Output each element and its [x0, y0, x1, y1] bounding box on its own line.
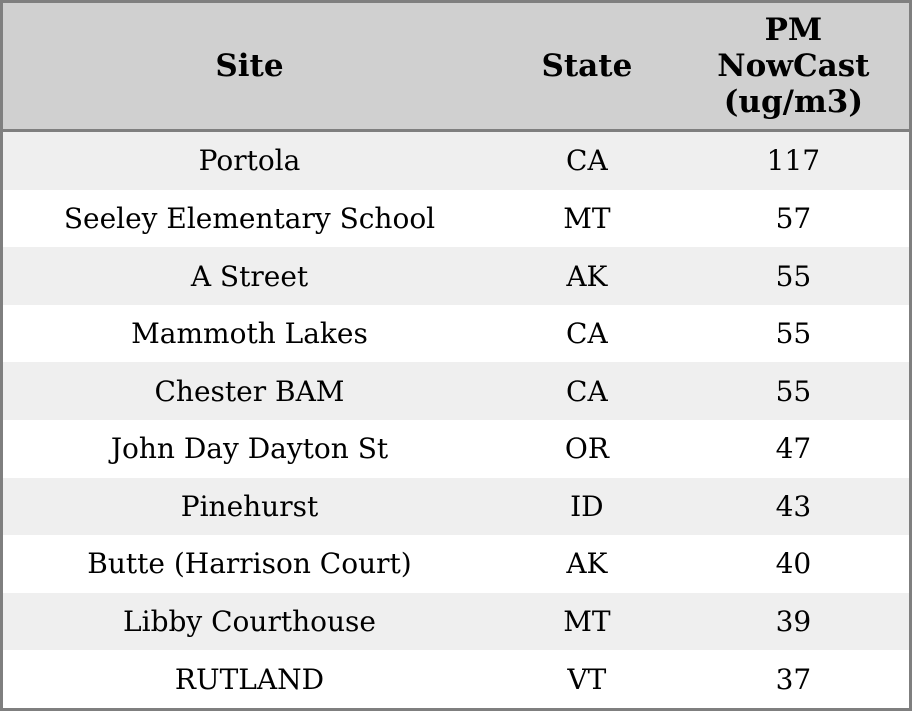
column-header-site-label: Site [215, 47, 284, 84]
pm-nowcast-cell: 37 [775, 662, 812, 696]
table-row [2, 535, 911, 593]
site-cell: A Street [190, 259, 309, 293]
site-cell: RUTLAND [174, 662, 325, 696]
pm-nowcast-cell: 57 [775, 201, 812, 235]
state-cell: MT [563, 201, 611, 235]
table-row [2, 478, 911, 536]
state-cell: VT [567, 662, 607, 696]
table-body [2, 131, 911, 710]
site-cell: Butte (Harrison Court) [87, 547, 412, 581]
table-row [2, 131, 911, 190]
site-cell: Portola [198, 144, 301, 178]
column-header-site [2, 2, 496, 131]
pm-nowcast-cell: 40 [775, 547, 812, 581]
site-cell: Libby Courthouse [123, 605, 376, 639]
column-header-pm-nowcast-label: PM NowCast (ug/m3) [717, 11, 870, 121]
pm-nowcast-cell: 39 [775, 605, 812, 639]
site-cell: Pinehurst [180, 489, 319, 523]
state-cell: AK [566, 259, 608, 293]
site-cell: John Day Dayton St [110, 432, 389, 466]
column-header-state-label: State [541, 47, 633, 84]
pm-nowcast-cell: 47 [775, 432, 812, 466]
table-row [2, 593, 911, 651]
state-cell: MT [563, 605, 611, 639]
table-row [2, 247, 911, 305]
table-row [2, 362, 911, 420]
pm-nowcast-cell: 55 [775, 317, 812, 351]
site-cell: Seeley Elementary School [63, 201, 436, 235]
state-cell: CA [566, 374, 608, 408]
table-header [2, 2, 911, 131]
table-row [2, 420, 911, 478]
state-cell: ID [570, 489, 604, 523]
header-row [2, 2, 911, 131]
table-row [2, 190, 911, 248]
pm-nowcast-cell: 55 [775, 259, 812, 293]
state-cell: CA [566, 317, 608, 351]
state-cell: OR [564, 432, 609, 466]
pm-nowcast-cell: 43 [775, 489, 812, 523]
state-cell: AK [566, 547, 608, 581]
column-header-pm-nowcast [678, 2, 911, 131]
pm-nowcast-cell: 55 [775, 374, 812, 408]
column-header-state [496, 2, 678, 131]
table-row [2, 650, 911, 709]
pm-nowcast-cell: 117 [766, 144, 821, 178]
state-cell: CA [566, 144, 608, 178]
table-row [2, 305, 911, 363]
site-cell: Chester BAM [154, 374, 345, 408]
site-cell: Mammoth Lakes [131, 317, 368, 351]
